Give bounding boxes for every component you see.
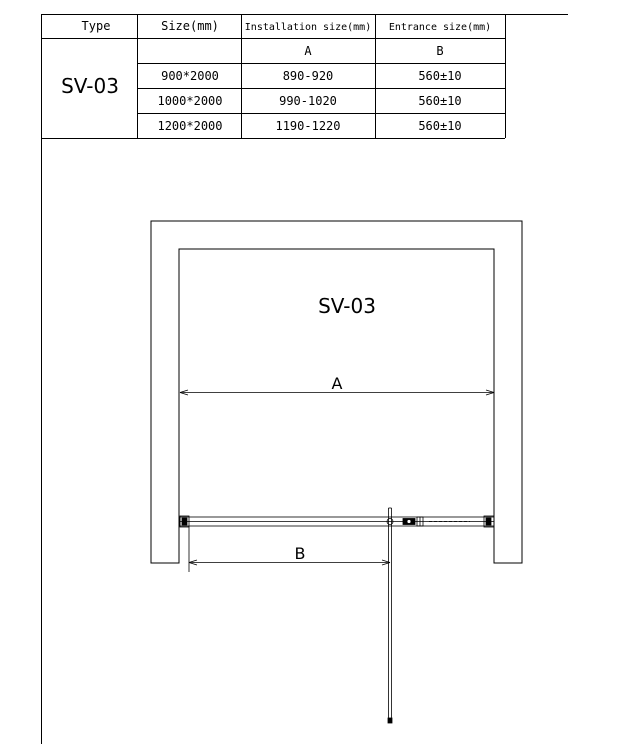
cell-entrance: 560±10 xyxy=(418,94,462,108)
type-value: SV-03 xyxy=(61,74,119,98)
header-type: Type xyxy=(81,19,111,33)
cell-installation: 1190-1220 xyxy=(275,119,341,133)
header-entrance-size: Entrance size(mm) xyxy=(388,22,492,33)
model-label: SV-03 xyxy=(318,294,376,318)
dimension-b-label: B xyxy=(294,544,306,563)
dimension-b xyxy=(189,560,390,565)
door-handle-hardware xyxy=(403,517,470,526)
table-row xyxy=(157,119,461,133)
subheader-b: B xyxy=(436,44,444,58)
table-row xyxy=(157,94,461,108)
subheader-a: A xyxy=(304,44,312,58)
header-installation-size: Installation size(mm) xyxy=(244,22,372,33)
cell-size: 1200*2000 xyxy=(157,119,223,133)
cell-size: 1000*2000 xyxy=(157,94,223,108)
header-size: Size(mm) xyxy=(161,19,219,33)
left-wall-bracket xyxy=(180,516,189,572)
swing-door xyxy=(387,508,393,723)
dimension-a-label: A xyxy=(331,374,343,393)
cell-entrance: 560±10 xyxy=(418,119,462,133)
door-handle-end-icon xyxy=(388,718,392,723)
cell-installation: 990-1020 xyxy=(279,94,337,108)
cell-installation: 890-920 xyxy=(282,69,334,83)
cell-size: 900*2000 xyxy=(161,69,219,83)
table-row xyxy=(161,69,462,83)
cell-entrance: 560±10 xyxy=(418,69,462,83)
